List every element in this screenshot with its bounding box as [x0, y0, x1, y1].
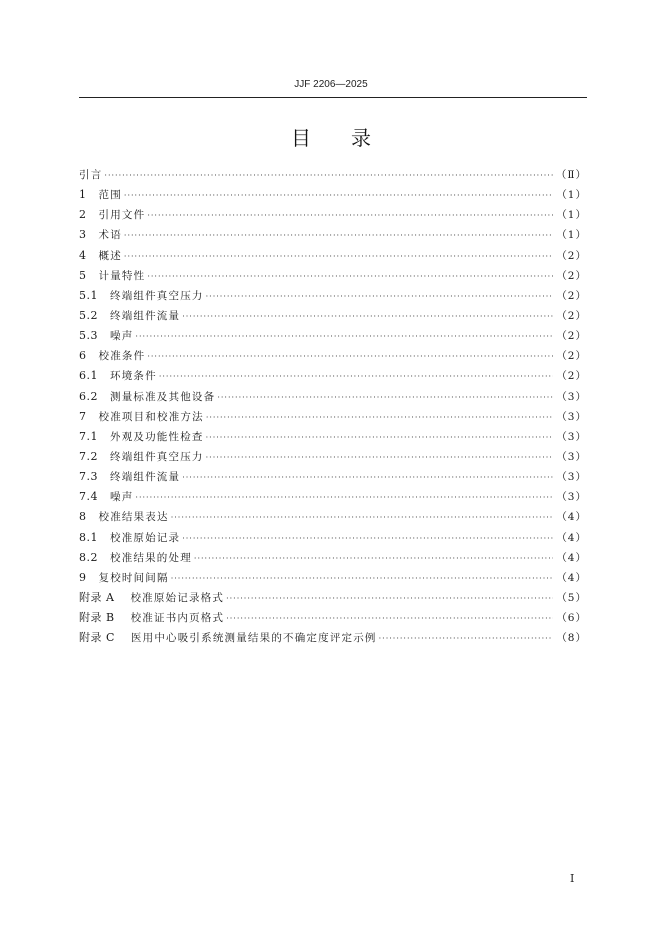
- toc-leader-dots: [206, 448, 554, 468]
- toc-entry-number: 8: [79, 510, 87, 524]
- toc-leader-dots: [104, 166, 552, 186]
- toc-entry[interactable]: [79, 628, 587, 648]
- toc-entry-label: 校准项目和校准方法: [98, 410, 204, 423]
- toc-leader-dots: [182, 307, 553, 327]
- toc-entry[interactable]: [79, 528, 587, 548]
- toc-entry-label: 复校时间间隔: [98, 571, 169, 584]
- toc-entry[interactable]: [79, 185, 587, 205]
- toc-entry-page: （2）: [556, 370, 587, 383]
- toc-entry-number: 附录 C: [79, 631, 115, 645]
- toc-entry-page: （2）: [556, 330, 587, 343]
- table-of-contents: [79, 165, 587, 648]
- toc-entry-page: （3）: [556, 430, 587, 443]
- toc-entry-number: 7.3: [79, 470, 98, 484]
- toc-entry-label: 终端组件真空压力: [110, 289, 204, 302]
- toc-entry-number: 9: [79, 570, 87, 584]
- toc-entry[interactable]: [79, 427, 587, 447]
- toc-entry-label: 校准结果表达: [98, 511, 169, 524]
- toc-entry[interactable]: [79, 246, 587, 266]
- toc-entry-label: 引言: [79, 169, 103, 181]
- toc-entry-label: 噪声: [110, 491, 134, 504]
- toc-entry-page: （6）: [556, 612, 587, 625]
- toc-entry-label: 终端组件真空压力: [110, 450, 204, 463]
- toc-entry[interactable]: [79, 387, 587, 407]
- toc-entry-page: （2）: [556, 350, 587, 363]
- toc-entry[interactable]: [79, 447, 587, 467]
- toc-entry[interactable]: [79, 548, 587, 568]
- toc-entry-page: （4）: [556, 511, 587, 524]
- toc-entry-number: 6.2: [79, 389, 98, 403]
- toc-entry-label: 校准原始记录格式: [130, 591, 225, 604]
- toc-entry-number: 5: [79, 268, 87, 282]
- toc-leader-dots: [217, 388, 553, 408]
- toc-entry[interactable]: [79, 286, 587, 306]
- toc-entry-page: （2）: [556, 309, 587, 322]
- toc-leader-dots: [147, 267, 553, 287]
- toc-leader-dots: [135, 327, 553, 347]
- toc-leader-dots: [206, 408, 554, 428]
- toc-leader-dots: [182, 468, 553, 488]
- toc-entry[interactable]: [79, 407, 587, 427]
- toc-entry-label: 术语: [98, 229, 122, 242]
- toc-entry-number: 7: [79, 409, 87, 423]
- toc-entry[interactable]: [79, 507, 587, 527]
- toc-entry-page: （1）: [556, 229, 587, 242]
- toc-entry-label: 校准条件: [98, 350, 146, 363]
- toc-entry[interactable]: [79, 467, 587, 487]
- toc-leader-dots: [226, 589, 553, 609]
- toc-entry-page: （3）: [556, 410, 587, 423]
- toc-entry-label: 校准结果的处理: [110, 551, 192, 564]
- toc-entry-page: （1）: [556, 189, 587, 202]
- toc-leader-dots: [147, 206, 553, 226]
- toc-entry[interactable]: [79, 487, 587, 507]
- toc-entry-page: （1）: [556, 209, 587, 222]
- toc-entry-page: （4）: [556, 551, 587, 564]
- toc-entry-label: 医用中心吸引系统测量结果的不确定度评定示例: [130, 632, 377, 645]
- toc-entry-number: 8.1: [79, 530, 98, 544]
- page-number: I: [570, 872, 575, 885]
- toc-entry-number: 2: [79, 208, 87, 222]
- toc-entry-label: 校准原始记录: [110, 531, 181, 544]
- toc-entry-number: 5.2: [79, 308, 98, 322]
- toc-entry-number: 附录 B: [79, 611, 115, 625]
- toc-leader-dots: [135, 488, 553, 508]
- toc-leader-dots: [171, 508, 554, 528]
- toc-entry-label: 环境条件: [110, 370, 157, 383]
- toc-entry-number: 8.2: [79, 550, 98, 564]
- header-rule: [79, 97, 587, 98]
- toc-leader-dots: [379, 629, 554, 649]
- toc-entry-number: 3: [79, 228, 87, 242]
- toc-entry-number: 1: [79, 188, 87, 202]
- toc-entry-page: （4）: [556, 571, 587, 584]
- toc-entry-label: 测量标准及其他设备: [110, 390, 216, 403]
- toc-entry[interactable]: [79, 346, 587, 366]
- toc-entry-page: （2）: [556, 249, 587, 262]
- toc-entry[interactable]: [79, 608, 587, 628]
- toc-leader-dots: [194, 549, 553, 569]
- toc-leader-dots: [206, 287, 554, 307]
- toc-leader-dots: [124, 247, 553, 267]
- toc-entry-page: （3）: [556, 471, 587, 484]
- page-title: 目录: [291, 126, 411, 150]
- toc-leader-dots: [159, 367, 554, 387]
- toc-entry-page: （3）: [556, 491, 587, 504]
- toc-leader-dots: [171, 569, 554, 589]
- toc-entry-label: 范围: [98, 189, 122, 202]
- toc-leader-dots: [226, 609, 553, 629]
- toc-entry-number: 4: [79, 248, 87, 262]
- toc-entry-number: 7.2: [79, 449, 98, 463]
- toc-entry-number: 7.4: [79, 490, 98, 504]
- toc-entry-page: （3）: [556, 390, 587, 403]
- toc-entry-label: 概述: [98, 249, 122, 262]
- toc-entry-label: 噪声: [110, 330, 134, 343]
- toc-entry-label: 计量特性: [98, 269, 146, 282]
- toc-entry[interactable]: [79, 568, 587, 588]
- toc-entry-number: 6: [79, 349, 87, 363]
- toc-entry-page: （8）: [556, 632, 587, 645]
- toc-leader-dots: [147, 347, 553, 367]
- toc-leader-dots: [124, 226, 553, 246]
- toc-entry-number: 附录 A: [79, 590, 115, 604]
- toc-entry-number: 6.1: [79, 369, 98, 383]
- toc-entry-page: （3）: [556, 450, 587, 463]
- document-code: JJF 2206—2025: [294, 79, 368, 90]
- toc-entry-number: 5.3: [79, 329, 98, 343]
- toc-entry-label: 终端组件流量: [110, 309, 181, 322]
- toc-entry-label: 终端组件流量: [110, 471, 181, 484]
- toc-entry-label: 引用文件: [98, 209, 146, 222]
- toc-entry-page: （4）: [556, 531, 587, 544]
- toc-entry-number: 5.1: [79, 288, 98, 302]
- toc-leader-dots: [206, 428, 554, 448]
- toc-entry-number: 7.1: [79, 429, 98, 443]
- toc-entry[interactable]: [79, 366, 587, 386]
- toc-entry[interactable]: [79, 588, 587, 608]
- toc-entry[interactable]: [79, 225, 587, 245]
- toc-leader-dots: [182, 529, 553, 549]
- toc-leader-dots: [124, 186, 553, 206]
- toc-entry[interactable]: [79, 326, 587, 346]
- toc-entry[interactable]: [79, 306, 587, 326]
- toc-entry-label: 外观及功能性检查: [110, 430, 204, 443]
- toc-entry-page: （Ⅱ）: [555, 169, 587, 181]
- toc-entry-page: （5）: [556, 591, 587, 604]
- toc-entry-page: （2）: [556, 289, 587, 302]
- toc-entry-page: （2）: [556, 269, 587, 282]
- toc-entry[interactable]: [79, 205, 587, 225]
- toc-entry[interactable]: [79, 266, 587, 286]
- toc-entry-label: 校准证书内页格式: [130, 612, 225, 625]
- toc-entry[interactable]: [79, 165, 587, 185]
